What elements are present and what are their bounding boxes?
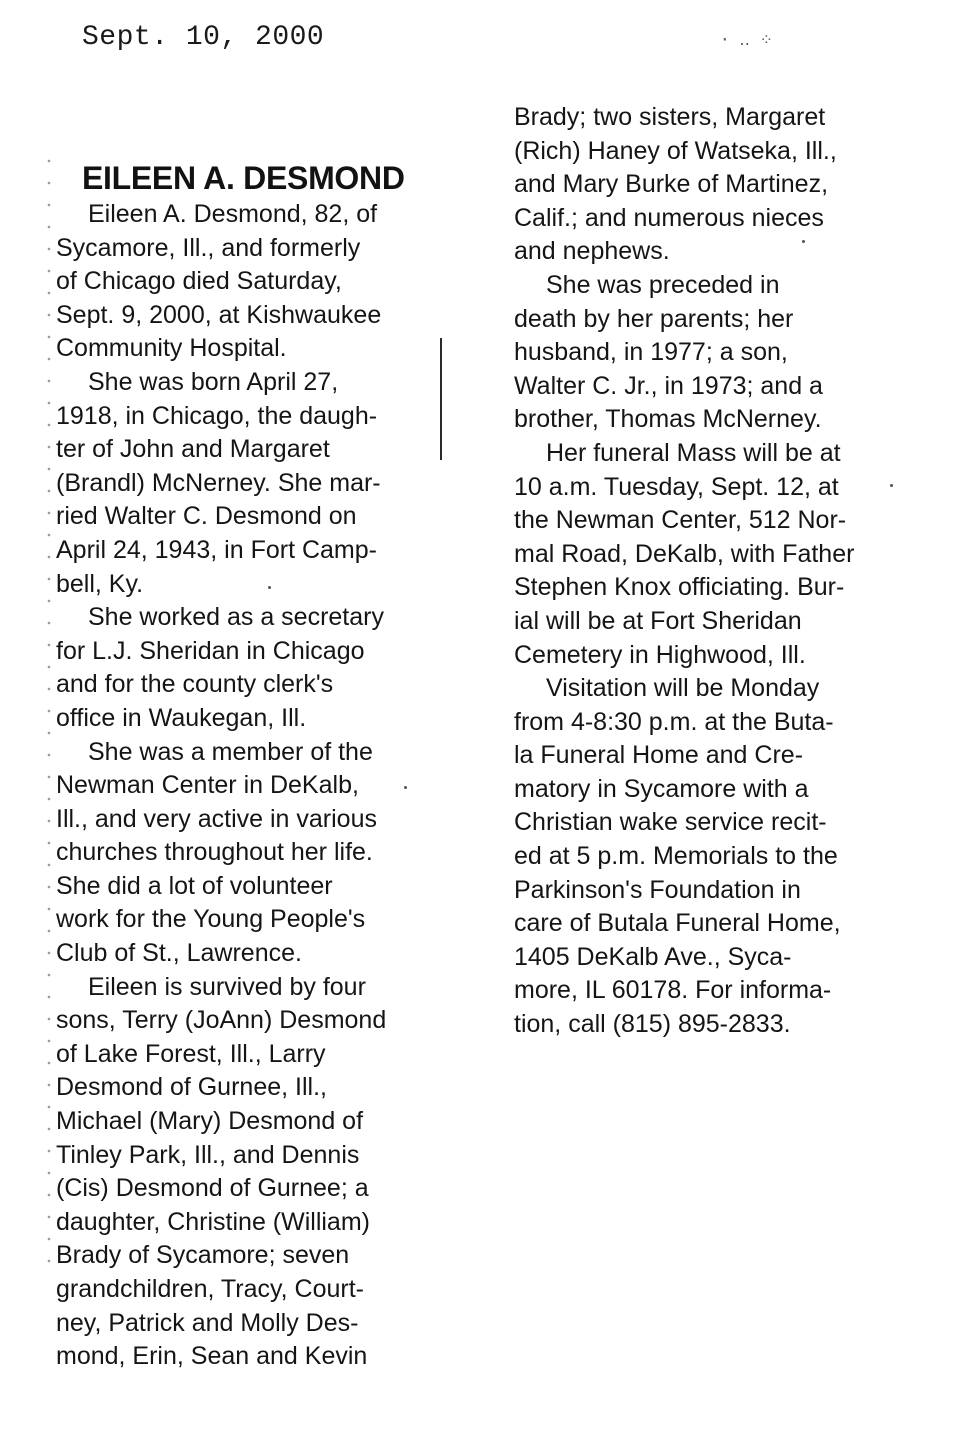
text-line: Club of St., Lawrence. xyxy=(56,939,302,968)
clipping-date: Sept. 10, 2000 xyxy=(82,22,325,53)
text-line: Her funeral Mass will be at xyxy=(546,438,841,467)
text-line: for L.J. Sheridan in Chicago xyxy=(56,636,365,665)
text-line: grandchildren, Tracy, Court- xyxy=(56,1275,364,1303)
text-line: 1405 DeKalb Ave., Syca- xyxy=(514,942,792,971)
text-line: of Chicago died Saturday, xyxy=(56,267,342,296)
text-line: ter of John and Margaret xyxy=(56,435,330,464)
obituary-headline: EILEEN A. DESMOND xyxy=(82,160,405,196)
text-line: Cemetery in Highwood, Ill. xyxy=(514,640,806,669)
text-line: She worked as a secretary xyxy=(88,603,384,632)
text-line: brother, Thomas McNerney. xyxy=(514,405,822,434)
text-line: care of Butala Funeral Home, xyxy=(514,909,841,938)
text-line: Ill., and very active in various xyxy=(56,804,377,833)
text-line: Calif.; and numerous nieces xyxy=(514,203,824,232)
text-line: 1918, in Chicago, the daugh- xyxy=(56,401,378,430)
right-column-text xyxy=(514,101,899,1042)
text-line: from 4-8:30 p.m. at the Buta- xyxy=(514,707,834,736)
text-line: (Brandl) McNerney. She mar- xyxy=(56,468,381,497)
torn-edge-artifact xyxy=(46,150,52,1270)
text-line: and for the county clerk's xyxy=(56,670,334,699)
text-line: Walter C. Jr., in 1973; and a xyxy=(514,371,823,400)
text-line: Sycamore, Ill., and formerly xyxy=(56,233,361,262)
text-line: She was preceded in xyxy=(546,270,780,299)
text-line: Visitation will be Monday xyxy=(546,674,820,703)
text-line: Community Hospital. xyxy=(56,334,287,363)
left-column-text xyxy=(56,198,441,1374)
text-line: more, IL 60178. For informa- xyxy=(514,976,832,1005)
text-line: Eileen A. Desmond, 82, of xyxy=(88,200,378,228)
text-line: Brady; two sisters, Margaret xyxy=(514,103,826,131)
text-line: Newman Center in DeKalb, xyxy=(56,771,359,800)
text-line: office in Waukegan, Ill. xyxy=(56,703,307,732)
text-line: work for the Young People's xyxy=(56,905,366,934)
text-line: churches throughout her life. xyxy=(56,838,373,867)
text-line: Parkinson's Foundation in xyxy=(514,875,801,904)
text-line: and nephews. xyxy=(514,237,670,266)
text-line: (Cis) Desmond of Gurnee; a xyxy=(56,1174,369,1203)
text-line: Desmond of Gurnee, Ill., xyxy=(56,1073,327,1102)
text-line: Sept. 9, 2000, at Kishwaukee xyxy=(56,300,382,329)
text-line: mond, Erin, Sean and Kevin xyxy=(56,1342,368,1371)
text-line: daughter, Christine (William) xyxy=(56,1207,370,1236)
text-line: and Mary Burke of Martinez, xyxy=(514,170,829,199)
text-line: bell, Ky. xyxy=(56,569,144,598)
text-line: Michael (Mary) Desmond of xyxy=(56,1107,364,1136)
text-line: Christian wake service recit- xyxy=(514,808,827,837)
text-line: matory in Sycamore with a xyxy=(514,774,809,803)
text-line: of Lake Forest, Ill., Larry xyxy=(56,1039,326,1068)
obituary-column-right xyxy=(514,101,899,1042)
text-line: (Rich) Haney of Watseka, Ill., xyxy=(514,136,837,165)
text-line: Brady of Sycamore; seven xyxy=(56,1241,350,1270)
text-line: mal Road, DeKalb, with Father xyxy=(514,539,855,568)
text-line: She was born April 27, xyxy=(88,367,339,396)
text-line: death by her parents; her xyxy=(514,304,794,333)
text-line: husband, in 1977; a son, xyxy=(514,338,788,367)
text-line: sons, Terry (JoAnn) Desmond xyxy=(56,1006,387,1035)
text-line: ed at 5 p.m. Memorials to the xyxy=(514,842,838,871)
text-line: tion, call (815) 895-2833. xyxy=(514,1010,791,1039)
text-line: Eileen is survived by four xyxy=(88,972,366,1001)
text-line: She did a lot of volunteer xyxy=(56,871,333,900)
scan-artifact-mark: · ‥ ⁘ xyxy=(720,30,773,49)
obituary-column-left xyxy=(56,158,441,1374)
text-line: Stephen Knox officiating. Bur- xyxy=(514,573,845,602)
text-line: ried Walter C. Desmond on xyxy=(56,502,357,531)
text-line: Tinley Park, Ill., and Dennis xyxy=(56,1140,360,1169)
text-line: la Funeral Home and Cre- xyxy=(514,741,804,770)
text-line: April 24, 1943, in Fort Camp- xyxy=(56,535,377,564)
text-line: the Newman Center, 512 Nor- xyxy=(514,506,847,535)
text-line: She was a member of the xyxy=(88,737,373,766)
text-line: 10 a.m. Tuesday, Sept. 12, at xyxy=(514,472,839,501)
text-line: ial will be at Fort Sheridan xyxy=(514,606,802,635)
text-line: ney, Patrick and Molly Des- xyxy=(56,1308,359,1337)
